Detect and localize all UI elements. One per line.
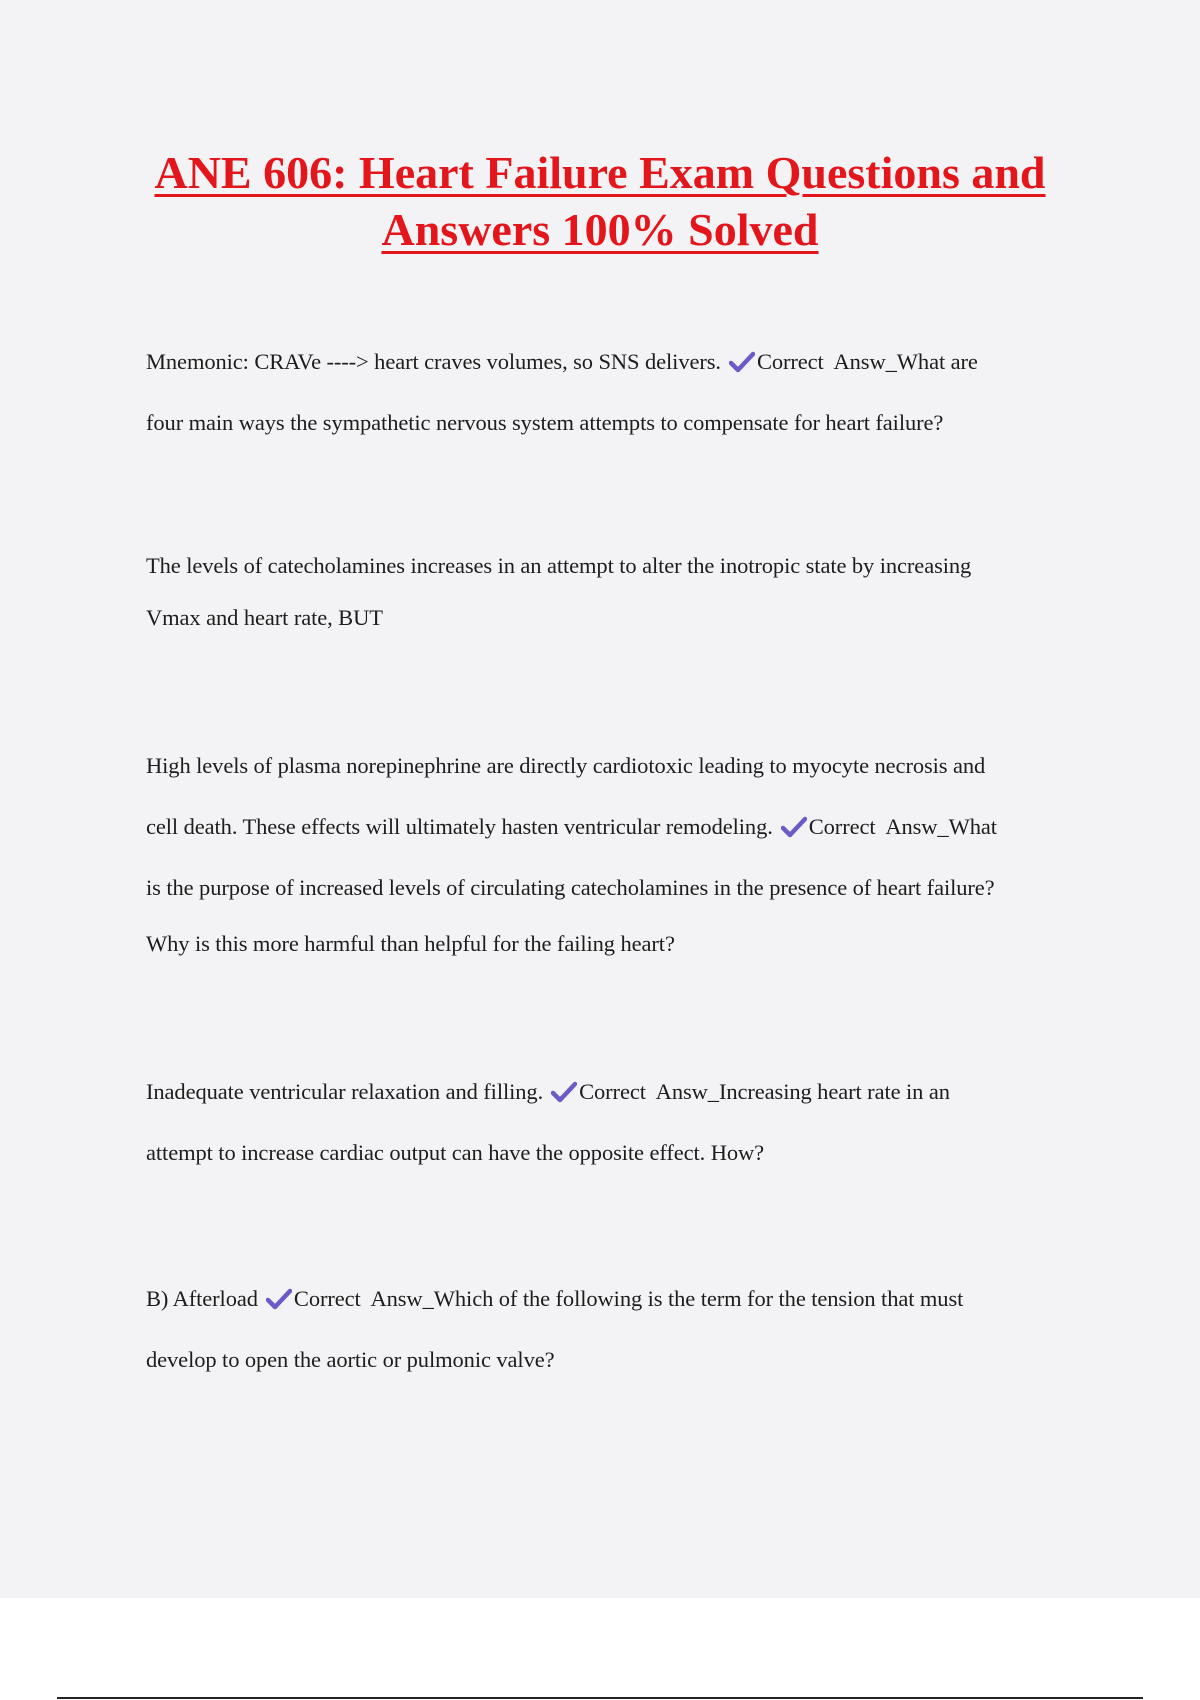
qa-line	[146, 796, 1086, 857]
correct-answer-marker: Correct Answ_	[756, 349, 897, 374]
answer-text: Vmax and heart rate, BUT	[146, 605, 383, 630]
question-text: attempt to increase cardiac output can have the opposite effect. How?	[146, 1140, 765, 1165]
question-text: Which of the following is the term for the tension that must	[433, 1286, 964, 1311]
qa-entry-1	[146, 331, 1086, 453]
footer-rule	[57, 1697, 1143, 1699]
document-title	[100, 144, 1100, 258]
question-text: Why is this more harmful than helpful for the failing heart?	[146, 931, 675, 956]
title-line-1: ANE 606: Heart Failure Exam Questions and	[154, 147, 1046, 198]
question-text: develop to open the aortic or pulmonic valve?	[146, 1347, 555, 1372]
question-text: What are	[896, 349, 978, 374]
question-text: is the purpose of increased levels of circulating catecholamines in the presence of heart failure?	[146, 875, 995, 900]
checkmark-icon	[266, 1288, 292, 1310]
qa-entry-2	[146, 540, 1086, 644]
checkmark-icon	[729, 351, 755, 373]
qa-line	[146, 1061, 1086, 1122]
qa-entry-5	[146, 1268, 1086, 1390]
answer-text: B) Afterload	[146, 1286, 258, 1311]
question-text: four main ways the sympathetic nervous system attempts to compensate for heart failure?	[146, 410, 944, 435]
answer-text: Mnemonic: CRAVe ----> heart craves volumes, so SNS delivers.	[146, 349, 721, 374]
qa-entry-3	[146, 735, 1086, 970]
checkmark-icon	[551, 1081, 577, 1103]
correct-answer-marker: Correct Answ_	[808, 814, 949, 839]
qa-line	[146, 331, 1086, 392]
correct-answer-marker: Correct Answ_	[293, 1286, 434, 1311]
correct-answer-marker: Correct Answ_	[579, 1079, 719, 1104]
answer-text: Inadequate ventricular relaxation and filling.	[146, 1079, 544, 1104]
qa-line	[146, 1268, 1086, 1329]
question-text: Increasing heart rate in an	[718, 1079, 950, 1104]
answer-text: High levels of plasma norepinephrine are directly cardiotoxic leading to myocyte necrosis and	[146, 753, 986, 778]
question-text: What	[948, 814, 997, 839]
title-line-2: Answers 100% Solved	[381, 204, 819, 255]
answer-text: The levels of catecholamines increases in an attempt to alter the inotropic state by increasing	[146, 553, 972, 578]
qa-entry-4	[146, 1061, 1086, 1183]
answer-text: cell death. These effects will ultimately hasten ventricular remodeling.	[146, 814, 773, 839]
checkmark-icon	[781, 816, 807, 838]
